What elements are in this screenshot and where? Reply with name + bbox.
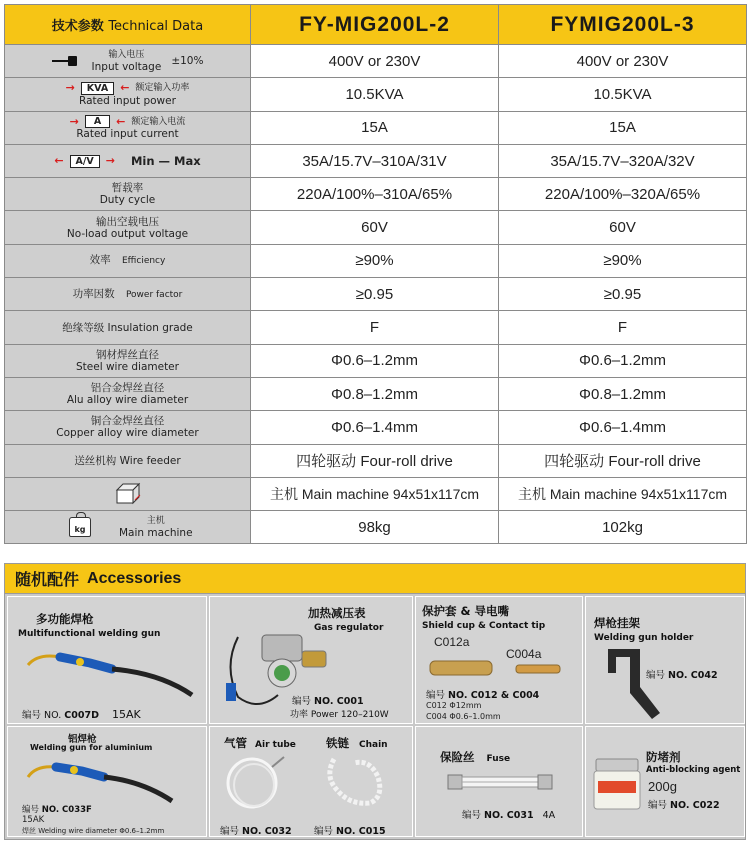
value-model-1: 10.5KVA — [251, 78, 499, 111]
code-value: NO. C033F — [41, 805, 92, 815]
accessory-air-tube-chain — [209, 726, 413, 837]
row-label — [5, 244, 251, 277]
chain-cn: 铁链 — [326, 736, 349, 750]
fuse-en: Fuse — [486, 754, 511, 764]
accessory-title: 焊枪挂架 — [594, 616, 640, 630]
value-model-2: ≥0.95 — [499, 278, 747, 311]
row-label-en: Duty cycle — [99, 194, 156, 207]
row-label-cn: 送丝机构 — [74, 454, 117, 467]
spec-row-input-voltage — [5, 45, 747, 78]
code-label: 编号 — [220, 826, 240, 837]
accessory-title: 铝焊枪 — [68, 734, 97, 745]
tip-label-b: C004a — [506, 647, 542, 661]
regulator-power: 功率 Power 120–210W — [290, 710, 389, 720]
row-label-en: Main machine — [119, 527, 193, 540]
value-model-1: F — [251, 311, 499, 344]
accessories-title-cn: 随机配件 — [15, 570, 80, 589]
header-label — [5, 5, 251, 45]
chain-icon — [320, 753, 390, 813]
spec-row-insulation-grade — [5, 311, 747, 344]
fuse-cn: 保险丝 — [440, 750, 475, 764]
row-label-cn: 额定输入功率 — [135, 83, 190, 94]
accessory-anti-blocking — [585, 726, 745, 837]
row-label — [5, 211, 251, 244]
row-label-en: Steel wire diameter — [76, 360, 179, 373]
row-label-en: Rated input current — [76, 128, 179, 141]
accessory-code-row — [22, 707, 141, 721]
arrow-right-icon: → — [69, 114, 79, 128]
row-label — [5, 344, 251, 377]
accessory-code-row — [646, 667, 718, 681]
code-value: NO. C001 — [314, 696, 364, 707]
weight-kg-icon: kg — [69, 517, 91, 537]
accessories-panel — [4, 563, 746, 840]
spec-row-rated-input-current — [5, 111, 747, 144]
value-model-2: ≥90% — [499, 244, 747, 277]
code-value: NO. C042 — [668, 670, 718, 681]
spec-row-weight — [5, 511, 747, 544]
accessory-shield-cup-tip — [415, 596, 583, 724]
value-model-1: Φ0.8–1.2mm — [251, 377, 499, 410]
fuse-icon — [448, 773, 558, 793]
row-label-cn: 铜合金焊丝直径 — [90, 415, 165, 428]
header-label-cn: 技术参数 — [51, 19, 104, 34]
value-model-2: 15A — [499, 111, 747, 144]
code-value: NO. C031 — [484, 810, 534, 821]
value-model-1: ≥90% — [251, 244, 499, 277]
chain-code-row — [314, 823, 386, 837]
spec-row-steel-wire — [5, 344, 747, 377]
row-label — [5, 178, 251, 211]
plug-icon — [52, 55, 82, 67]
air-tube-en: Air tube — [255, 740, 296, 750]
row-label-en: Wire feeder — [119, 454, 181, 467]
value-model-2: 主机 Main machine 94x51x117cm — [499, 477, 747, 510]
row-label — [5, 45, 251, 78]
tip-line-1: C012 Φ12mm — [426, 701, 482, 710]
value-model-1: 四轮驱动 Four-roll drive — [251, 444, 499, 477]
accessory-title: 保护套 & 导电嘴 — [422, 604, 510, 618]
code-label: 编号 — [314, 826, 334, 837]
value-model-1: 60V — [251, 211, 499, 244]
row-label — [5, 278, 251, 311]
value-model-2: F — [499, 311, 747, 344]
alu-welding-gun-icon — [22, 757, 202, 807]
row-label-cn: 输出空载电压 — [96, 215, 159, 228]
code-label: 编号 — [462, 810, 482, 821]
tip-line-2: C004 Φ0.6–1.0mm — [426, 712, 501, 721]
row-label-en: Min — Max — [130, 154, 201, 169]
spec-row-copper-wire — [5, 411, 747, 444]
accessory-fuse — [415, 726, 583, 837]
value-model-2: Φ0.6–1.2mm — [499, 344, 747, 377]
value-model-2: 10.5KVA — [499, 78, 747, 111]
value-model-2: 四轮驱动 Four-roll drive — [499, 444, 747, 477]
tip-label-a: C012a — [434, 635, 470, 649]
spec-row-efficiency — [5, 244, 747, 277]
row-label-cn: 效率 — [89, 254, 111, 267]
accessory-en: Shield cup & Contact tip — [422, 621, 546, 631]
row-label-en: Input voltage — [91, 61, 162, 74]
code-label: 编号 NO. — [22, 710, 62, 721]
value-model-2: Φ0.8–1.2mm — [499, 377, 747, 410]
spec-row-power-factor — [5, 278, 747, 311]
row-label-en: Power factor — [125, 289, 183, 300]
value-model-2: 35A/15.7V–320A/32V — [499, 144, 747, 177]
arrow-right-icon: → — [65, 81, 75, 95]
row-label — [5, 411, 251, 444]
value-model-1: ≥0.95 — [251, 278, 499, 311]
model-2-header: FYMIG200L-3 — [499, 5, 747, 45]
accessory-welding-gun — [7, 596, 207, 724]
code-label: 编号 — [22, 805, 40, 815]
box-3d-drawing — [115, 482, 141, 504]
row-label-en: No-load output voltage — [66, 227, 189, 240]
accessory-code-row — [426, 687, 539, 701]
value-model-2: 400V or 230V — [499, 45, 747, 78]
row-label-extra: ±10% — [171, 55, 204, 68]
air-tube-title — [224, 735, 296, 751]
spec-row-rated-input-power — [5, 78, 747, 111]
value-model-1: 15A — [251, 111, 499, 144]
value-model-1: 220A/100%–310A/65% — [251, 178, 499, 211]
code-value: NO. C012 & C004 — [448, 690, 540, 701]
value-model-1: Φ0.6–1.4mm — [251, 411, 499, 444]
chain-en: Chain — [359, 740, 388, 750]
ampere-symbol: A — [85, 115, 110, 128]
row-label — [5, 144, 251, 177]
value-model-1: 35A/15.7V–310A/31V — [251, 144, 499, 177]
value-model-2: Φ0.6–1.4mm — [499, 411, 747, 444]
row-label-en: Efficiency — [121, 256, 166, 267]
row-label — [5, 444, 251, 477]
fuse-title — [440, 749, 510, 765]
row-label — [5, 78, 251, 111]
value-model-1: 98kg — [251, 511, 499, 544]
accessory-code-row — [22, 803, 92, 815]
code-value: NO. C022 — [670, 800, 720, 811]
alu-gun-note: 焊丝 Welding wire diameter Φ0.6–1.2mm — [22, 827, 165, 835]
spec-row-alu-wire — [5, 377, 747, 410]
row-label-en: Rated input power — [79, 94, 176, 107]
row-label-cn: 功率因数 — [72, 287, 115, 300]
accessory-en: Multifunctional welding gun — [18, 629, 161, 639]
chain-title — [326, 735, 388, 751]
accessory-en: Welding gun holder — [594, 633, 694, 643]
row-label — [5, 477, 251, 510]
code-extra: 4A — [542, 810, 556, 821]
arrow-right-icon: → — [105, 154, 115, 168]
row-label — [5, 511, 251, 544]
air-tube-code-row — [220, 823, 292, 837]
spec-row-duty-cycle — [5, 178, 747, 211]
value-model-1: 400V or 230V — [251, 45, 499, 78]
row-label-cn: 输入电压 — [108, 50, 145, 61]
accessory-alu-gun — [7, 726, 207, 837]
alu-gun-extra: 15AK — [22, 815, 45, 825]
anti-weight: 200g — [648, 779, 677, 794]
accessory-title: 多功能焊枪 — [36, 612, 94, 626]
value-model-1: 主机 Main machine 94x51x117cm — [251, 477, 499, 510]
spec-row-dimensions — [5, 477, 747, 510]
accessories-header — [5, 564, 745, 594]
row-label-cn: 额定输入电流 — [131, 116, 186, 127]
accessory-code-row — [292, 693, 364, 707]
code-label: 编号 — [426, 690, 446, 701]
spec-row-no-load-voltage — [5, 211, 747, 244]
row-label-cn: 绝缘等级 — [62, 321, 105, 334]
air-tube-icon — [222, 753, 292, 813]
row-label-cn: 暂载率 — [111, 182, 144, 195]
code-label: 编号 — [646, 670, 666, 681]
row-label-en: Alu alloy wire diameter — [66, 394, 189, 407]
code-extra: 15AK — [112, 708, 141, 721]
technical-data-table — [4, 4, 746, 544]
code-value: C007D — [64, 710, 99, 721]
value-model-2: 60V — [499, 211, 747, 244]
value-model-1: Φ0.6–1.2mm — [251, 344, 499, 377]
arrow-left-icon: ← — [116, 114, 126, 128]
row-label-cn: 铝合金焊丝直径 — [90, 382, 165, 395]
accessory-en: Anti-blocking agent — [646, 765, 741, 775]
spec-table — [4, 4, 747, 544]
accessory-gun-holder — [585, 596, 745, 724]
gun-holder-icon — [600, 643, 670, 723]
accessory-code-row — [462, 807, 555, 821]
anti-blocking-jar-icon — [592, 755, 642, 813]
box-3d-icon — [115, 482, 141, 502]
shield-cup-tip-icon — [426, 657, 576, 687]
row-label-cn: 主机 — [146, 516, 165, 527]
row-label-cn: 钢材焊丝直径 — [96, 348, 159, 361]
row-label-en: Copper alloy wire diameter — [56, 427, 199, 440]
value-model-2: 220A/100%–320A/65% — [499, 178, 747, 211]
accessory-gas-regulator — [209, 596, 413, 724]
spec-row-wire-feeder — [5, 444, 747, 477]
spec-header-row — [5, 5, 747, 45]
air-tube-cn: 气管 — [224, 736, 247, 750]
accessory-title: 加热减压表 — [308, 606, 366, 620]
code-value: NO. C015 — [336, 826, 386, 837]
row-label — [5, 111, 251, 144]
row-label-en: Insulation grade — [107, 321, 193, 334]
row-label — [5, 377, 251, 410]
accessory-en: Welding gun for aluminium — [30, 743, 153, 752]
kva-symbol: KVA — [81, 82, 114, 95]
code-label: 编号 — [292, 696, 312, 707]
spec-row-min-max — [5, 144, 747, 177]
accessory-en: Gas regulator — [314, 623, 384, 633]
arrow-left-icon: ← — [120, 81, 130, 95]
accessories-title-en: Accessories — [87, 569, 182, 587]
arrow-left-icon: ← — [54, 154, 64, 168]
accessory-title: 防堵剂 — [646, 750, 681, 764]
model-1-header: FY-MIG200L-2 — [251, 5, 499, 45]
code-label: 编号 — [648, 800, 668, 811]
code-value: NO. C032 — [242, 826, 292, 837]
welding-gun-icon — [20, 643, 200, 703]
av-symbol: A/V — [70, 155, 100, 168]
accessory-code-row — [648, 797, 720, 811]
value-model-2: 102kg — [499, 511, 747, 544]
row-label — [5, 311, 251, 344]
header-label-en: Technical Data — [108, 19, 204, 34]
